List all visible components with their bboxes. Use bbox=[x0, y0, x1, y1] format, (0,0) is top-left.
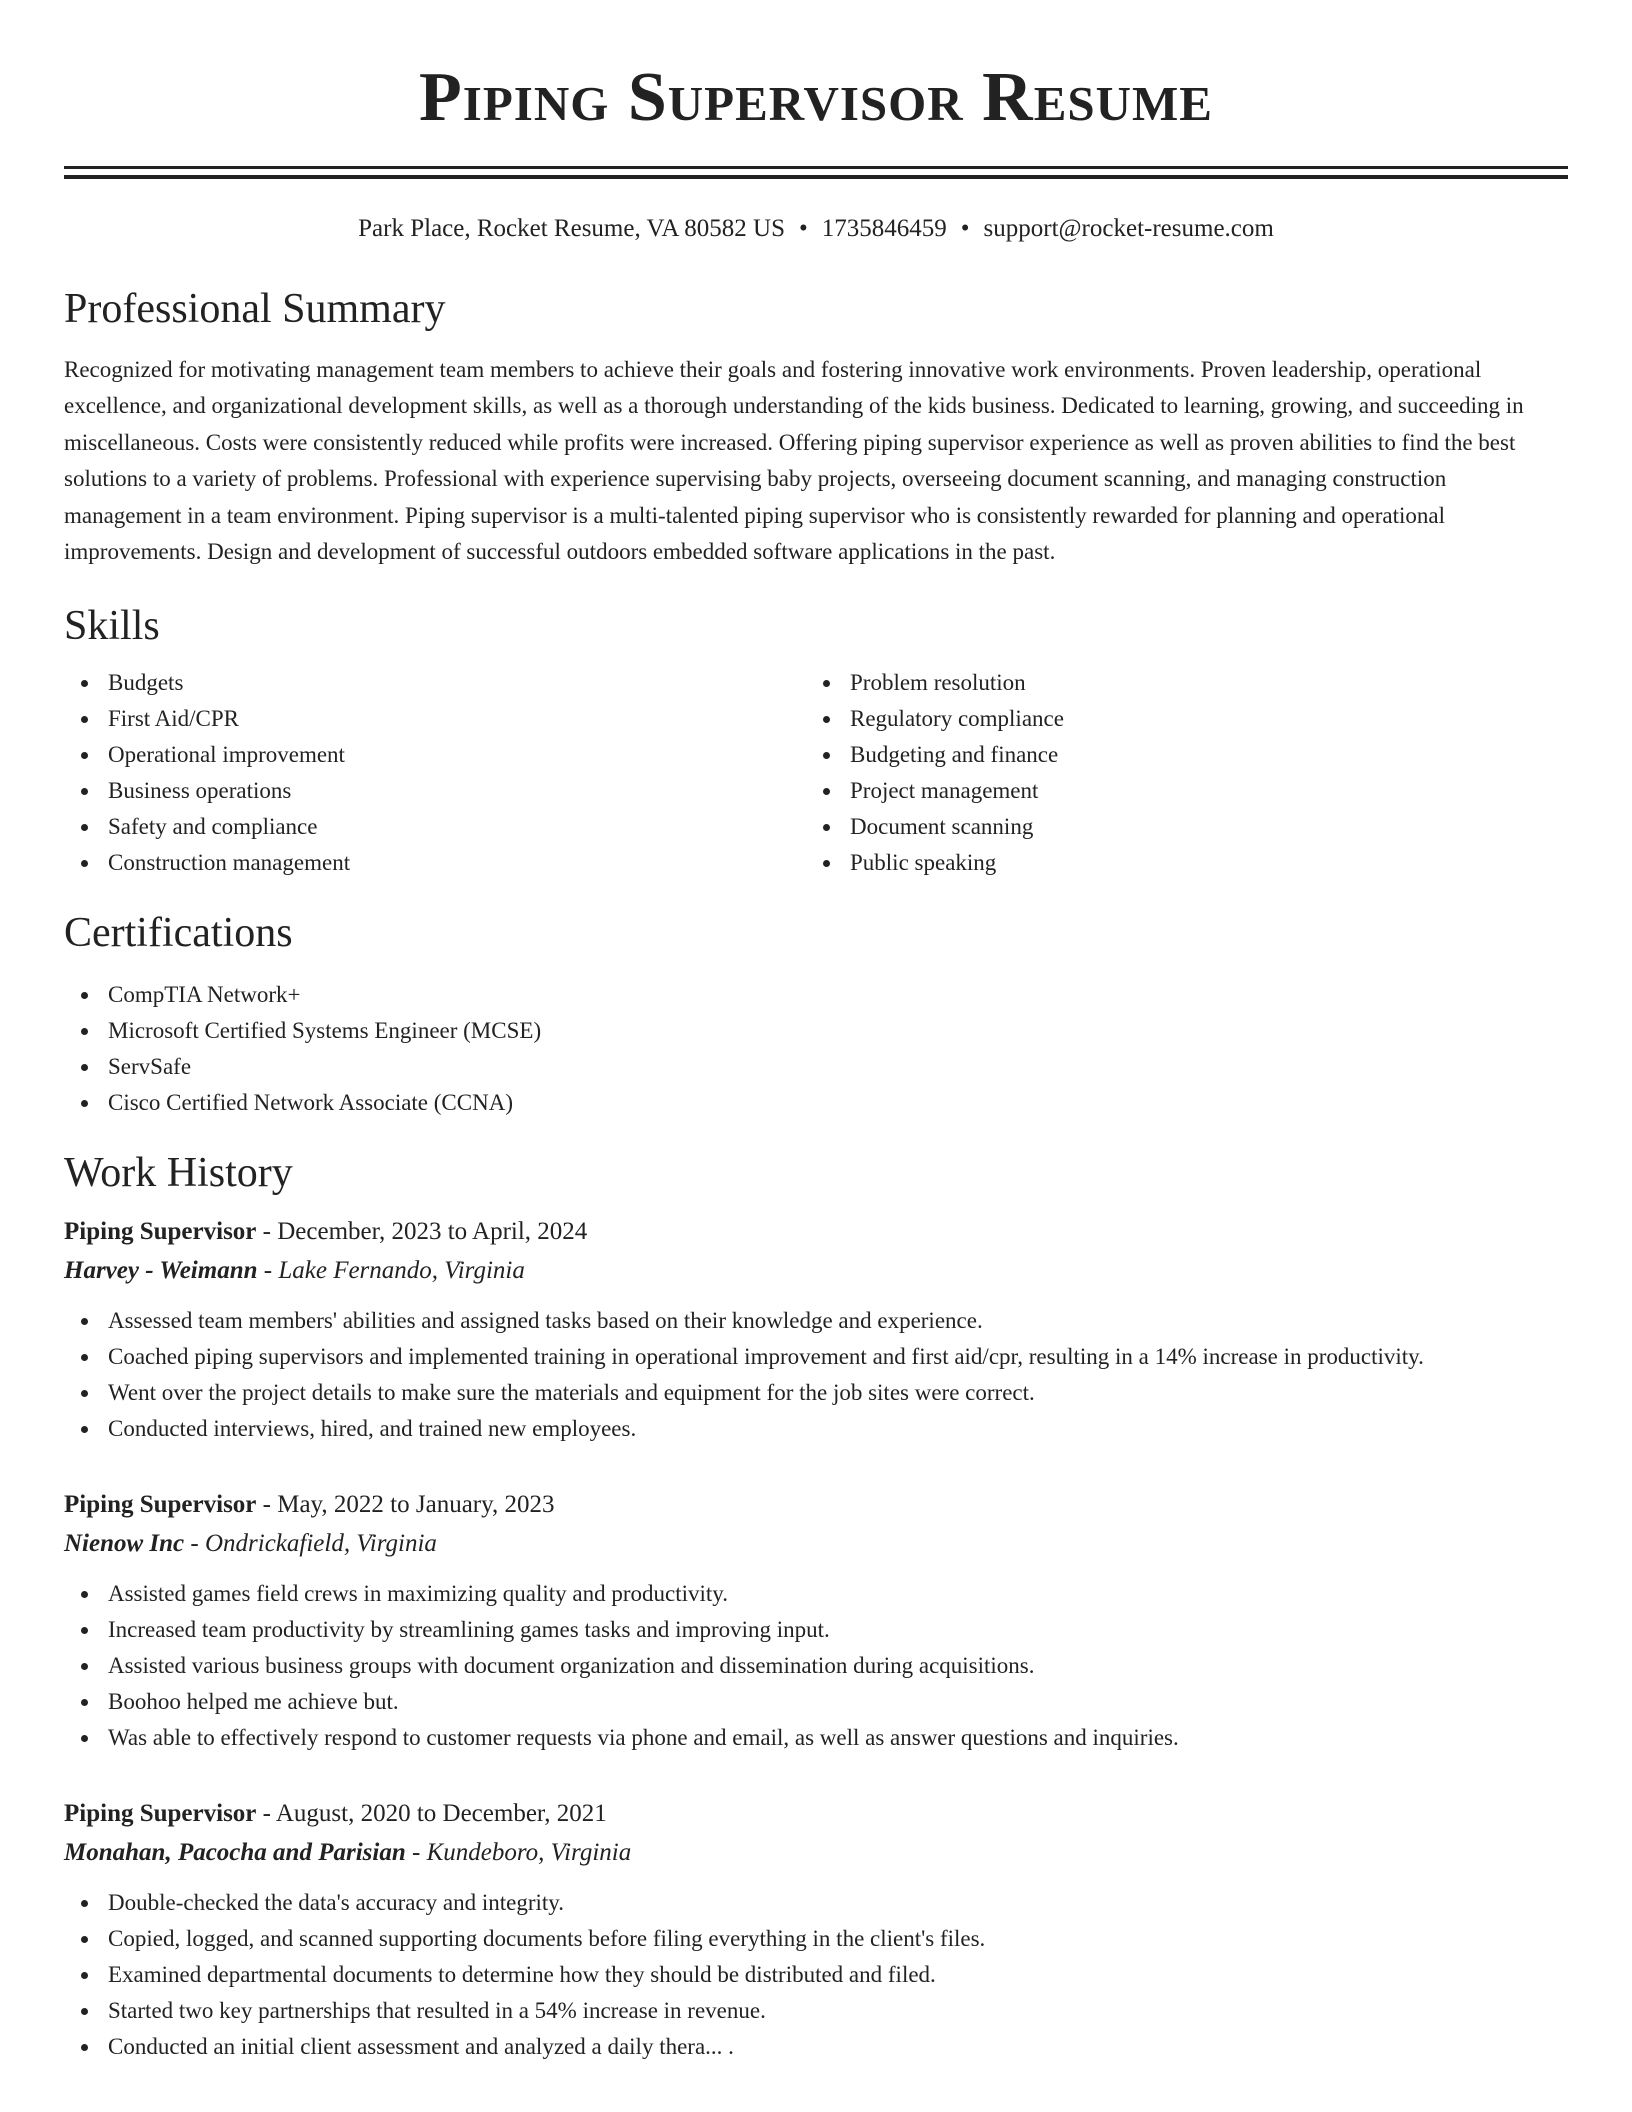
skill-item: Regulatory compliance bbox=[806, 701, 1548, 737]
skill-item: Document scanning bbox=[806, 809, 1548, 845]
resume-page bbox=[64, 0, 1568, 2065]
contact-separator: • bbox=[960, 215, 970, 242]
job-company: Nienow Inc bbox=[64, 1530, 185, 1558]
job-bullet: Increased team productivity by streamlining games tasks and improving input. bbox=[64, 1612, 1568, 1648]
contact-email: support@rocket-resume.com bbox=[983, 215, 1274, 242]
contact-phone: 1735846459 bbox=[821, 215, 947, 242]
job-title: Piping Supervisor bbox=[64, 1800, 257, 1828]
job-dates: August, 2020 to December, 2021 bbox=[275, 1800, 607, 1828]
job-title-line: Piping Supervisor - August, 2020 to December, 2021 bbox=[64, 1800, 607, 1828]
certifications-list bbox=[64, 977, 1568, 1121]
job-bullet: Assisted games field crews in maximizing quality and productivity. bbox=[64, 1576, 1568, 1612]
skill-item: Operational improvement bbox=[64, 737, 806, 773]
job-company: Harvey - Weimann bbox=[64, 1257, 258, 1285]
job-location: Ondrickafield, Virginia bbox=[204, 1530, 437, 1558]
job-entry bbox=[64, 1795, 1568, 2065]
skill-item: Problem resolution bbox=[806, 665, 1548, 701]
job-bullet: Boohoo helped me achieve but. bbox=[64, 1684, 1568, 1720]
skill-item: Safety and compliance bbox=[64, 809, 806, 845]
skill-item: Project management bbox=[806, 773, 1548, 809]
resume-title: Piping Supervisor Resume bbox=[419, 59, 1213, 136]
job-bullet: Went over the project details to make sure the materials and equipment for the job sites were correct. bbox=[64, 1375, 1568, 1411]
job-bullet: Conducted interviews, hired, and trained new employees. bbox=[64, 1411, 1568, 1447]
section-heading-certifications: Certifications bbox=[64, 910, 293, 957]
job-bullet: Copied, logged, and scanned supporting documents before filing everything in the client's files. bbox=[64, 1921, 1568, 1957]
job-company-line: Nienow Inc - Ondrickafield, Virginia bbox=[64, 1530, 437, 1558]
job-bullet: Examined departmental documents to determine how they should be distributed and filed. bbox=[64, 1957, 1568, 1993]
title-divider-thin bbox=[64, 166, 1568, 169]
job-bullet: Coached piping supervisors and implemented training in operational improvement and first aid/cpr, resulting in a 14% increase in productivity. bbox=[64, 1339, 1568, 1375]
job-title: Piping Supervisor bbox=[64, 1218, 257, 1246]
job-company-line: Monahan, Pacocha and Parisian - Kundeboro, Virginia bbox=[64, 1839, 632, 1867]
job-location: Kundeboro, Virginia bbox=[426, 1839, 632, 1867]
skill-item: Business operations bbox=[64, 773, 806, 809]
job-entry bbox=[64, 1213, 1568, 1447]
skills-columns bbox=[64, 665, 1568, 881]
title-divider-thick bbox=[64, 175, 1568, 179]
certification-item: CompTIA Network+ bbox=[64, 977, 1568, 1013]
contact-separator: • bbox=[799, 215, 808, 242]
job-bullet: Was able to effectively respond to customer requests via phone and email, as well as answer questions and inquiries. bbox=[64, 1720, 1568, 1756]
job-company-line: Harvey - Weimann - Lake Fernando, Virginia bbox=[64, 1257, 525, 1285]
certification-item: ServSafe bbox=[64, 1049, 1568, 1085]
job-bullet: Conducted an initial client assessment and analyzed a daily thera... . bbox=[64, 2029, 1568, 2065]
job-location: Lake Fernando, Virginia bbox=[278, 1257, 525, 1285]
skills-list-right bbox=[806, 665, 1548, 881]
skill-item: Budgeting and finance bbox=[806, 737, 1548, 773]
skill-item: Budgets bbox=[64, 665, 806, 701]
job-dates: December, 2023 to April, 2024 bbox=[277, 1218, 588, 1246]
section-heading-summary: Professional Summary bbox=[64, 286, 446, 332]
job-title: Piping Supervisor bbox=[64, 1491, 257, 1519]
skill-item: First Aid/CPR bbox=[64, 701, 806, 737]
section-heading-work-history: Work History bbox=[64, 1150, 293, 1197]
summary-text: Recognized for motivating management team members to achieve their goals and fostering innovative work environments. Proven leadership, operational excellence, and organizational development skills, as well as a thorough understanding of the kids business. Dedicated to learning, growing, and succeeding in miscellaneous. Costs were consistently reduced while profits were increased. Offering piping supervisor experience as well as proven abilities to find the best solutions to a variety of problems. Professional with experience supervising baby projects, overseeing document scanning, and managing construction management in a team environment. Piping supervisor is a multi-talented piping supervisor who is consistently rewarded for planning and operational improvements. Design and development of successful outdoors embedded software applications in the past. bbox=[64, 357, 1524, 565]
job-title-line: Piping Supervisor - December, 2023 to April, 2024 bbox=[64, 1218, 588, 1246]
certification-item: Microsoft Certified Systems Engineer (MCSE) bbox=[64, 1013, 1568, 1049]
job-bullet: Started two key partnerships that resulted in a 54% increase in revenue. bbox=[64, 1993, 1568, 2029]
job-bullets bbox=[64, 1885, 1568, 2065]
job-bullet: Double-checked the data's accuracy and integrity. bbox=[64, 1885, 1568, 1921]
contact-line bbox=[64, 213, 1568, 245]
job-company: Monahan, Pacocha and Parisian bbox=[64, 1839, 406, 1867]
certification-item: Cisco Certified Network Associate (CCNA) bbox=[64, 1085, 1568, 1121]
section-heading-skills: Skills bbox=[64, 603, 160, 650]
job-title-line: Piping Supervisor - May, 2022 to January, 2023 bbox=[64, 1491, 555, 1519]
job-bullets bbox=[64, 1576, 1568, 1756]
job-bullet: Assessed team members' abilities and assigned tasks based on their knowledge and experience. bbox=[64, 1303, 1568, 1339]
skills-list-left bbox=[64, 665, 806, 881]
contact-address: Park Place, Rocket Resume, VA 80582 US bbox=[358, 215, 785, 242]
job-bullets bbox=[64, 1303, 1568, 1447]
job-bullet: Assisted various business groups with document organization and dissemination during acquisitions. bbox=[64, 1648, 1568, 1684]
job-dates: May, 2022 to January, 2023 bbox=[277, 1491, 555, 1519]
skill-item: Construction management bbox=[64, 845, 806, 881]
skill-item: Public speaking bbox=[806, 845, 1548, 881]
job-entry bbox=[64, 1486, 1568, 1756]
